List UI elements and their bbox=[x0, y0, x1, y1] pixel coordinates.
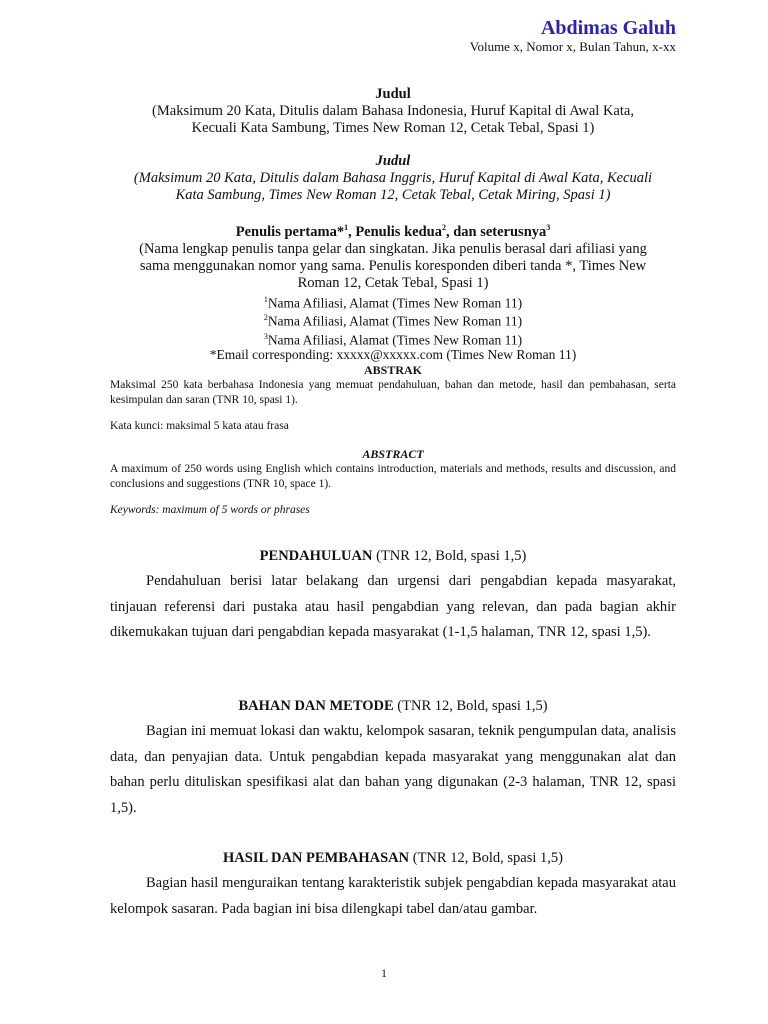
title-id-line-1: (Maksimum 20 Kata, Ditulis dalam Bahasa Indonesia, Huruf Kapital di Awal Kata, bbox=[152, 103, 634, 119]
section-heading-hasil: HASIL DAN PEMBAHASAN (TNR 12, Bold, spasi 1,5) bbox=[223, 850, 563, 866]
title-en-line-2: Kata Sambung, Times New Roman 12, Cetak Tebal, Cetak Miring, Spasi 1) bbox=[175, 187, 611, 203]
affiliation-2: $^2$Nama Afiliasi, Alamat (Times New Roman 11) bbox=[263, 313, 523, 329]
title-en-heading: Judul bbox=[375, 153, 411, 169]
author-3-sup: 3 bbox=[546, 223, 551, 232]
journal-volume-info: Volume x, Nomor x, Bulan Tahun, x-xx bbox=[469, 39, 676, 54]
affiliation-3: $^3$Nama Afiliasi, Alamat (Times New Roman 11) bbox=[263, 331, 523, 348]
kata-kunci: Kata kunci: maksimal 5 kata atau frasa bbox=[110, 420, 289, 432]
journal-name: Abdimas Galuh bbox=[540, 17, 676, 39]
abstract-section bbox=[110, 447, 676, 518]
abstract-text: A maximum of 250 words using English which contains introduction, materials and methods, results and discussion, and conclusions and suggestions (TNR 10, space 1). bbox=[110, 463, 676, 490]
section-heading-pendahuluan: PENDAHULUAN (TNR 12, Bold, spasi 1,5) bbox=[259, 548, 527, 564]
section-pendahuluan bbox=[110, 543, 676, 646]
corresponding-email: *Email corresponding: xxxxx@xxxxx.com (Times New Roman 11) bbox=[209, 347, 577, 363]
page-number: 1 bbox=[381, 966, 387, 980]
abstrak-text: Maksimal 250 kata berbahasa Indonesia yang memuat pendahuluan, bahan dan metode, hasil dan pembahasan, serta kesimpulan dan saran (TNR 10, spasi 1). bbox=[110, 379, 676, 406]
author-1-sup: 1 bbox=[344, 223, 349, 232]
author-1: Penulis pertama* bbox=[235, 223, 345, 240]
author-3: , dan seterusnya bbox=[445, 223, 547, 240]
abstrak-title: ABSTRAK bbox=[363, 363, 422, 377]
author-2-sup: 2 bbox=[441, 223, 446, 232]
title-indonesian bbox=[110, 86, 676, 137]
author-2: , Penulis kedua bbox=[348, 223, 442, 240]
paragraph-metode: Bagian ini memuat lokasi dan waktu, kelompok sasaran, teknik pengumpulan data, analisis data, dan penyajian data. Untuk pengabdian kepada masyarakat yang menggunakan alat dan bahan perlu dituliskan spesifikasi alat dan bahan yang digunakan (2-3 halaman, TNR 12, spasi 1,5). bbox=[110, 723, 676, 816]
section-hasil-pembahasan bbox=[110, 845, 676, 922]
title-english bbox=[110, 153, 676, 204]
paragraph-hasil: Bagian hasil menguraikan tentang karakteristik subjek pengabdian kepada masyarakat atau kelompok sasaran. Pada bagian ini bisa dilengkapi tabel dan/atau gambar. bbox=[110, 875, 676, 917]
author-names bbox=[110, 219, 676, 241]
section-heading-metode: BAHAN DAN METODE (TNR 12, Bold, spasi 1,5) bbox=[238, 698, 548, 714]
authors-block bbox=[110, 219, 676, 362]
abstrak-section bbox=[110, 363, 676, 434]
affiliation-1: $^1$Nama Afiliasi, Alamat (Times New Roman 11) bbox=[263, 294, 523, 311]
author-note-3: Roman 12, Cetak Tebal, Spasi 1) bbox=[297, 274, 489, 291]
author-note-2: sama menggunakan nomor yang sama. Penulis koresponden diberi tanda *, Times New bbox=[139, 257, 647, 274]
title-id-line-2: Kecuali Kata Sambung, Times New Roman 12, Cetak Tebal, Spasi 1) bbox=[191, 120, 595, 136]
title-id-heading: Judul bbox=[375, 86, 411, 102]
title-en-line-1: (Maksimum 20 Kata, Ditulis dalam Bahasa Inggris, Huruf Kapital di Awal Kata, Kecuali bbox=[133, 170, 653, 186]
section-bahan-metode bbox=[110, 693, 676, 821]
keywords: Keywords: maximum of 5 words or phrases bbox=[110, 504, 310, 516]
abstract-title: ABSTRACT bbox=[362, 447, 424, 461]
author-note-1: (Nama lengkap penulis tanpa gelar dan singkatan. Jika penulis berasal dari afiliasi yang bbox=[139, 240, 647, 257]
paragraph-pendahuluan: Pendahuluan berisi latar belakang dan urgensi dari pengabdian kepada masyarakat, tinjauan referensi dari pustaka atau hasil pengabdian yang relevan, dan pada bagian akhir dikemukakan tujuan dari pengabdian kepada masyarakat (1-1,5 halaman, TNR 12, spasi 1,5). bbox=[110, 573, 676, 640]
